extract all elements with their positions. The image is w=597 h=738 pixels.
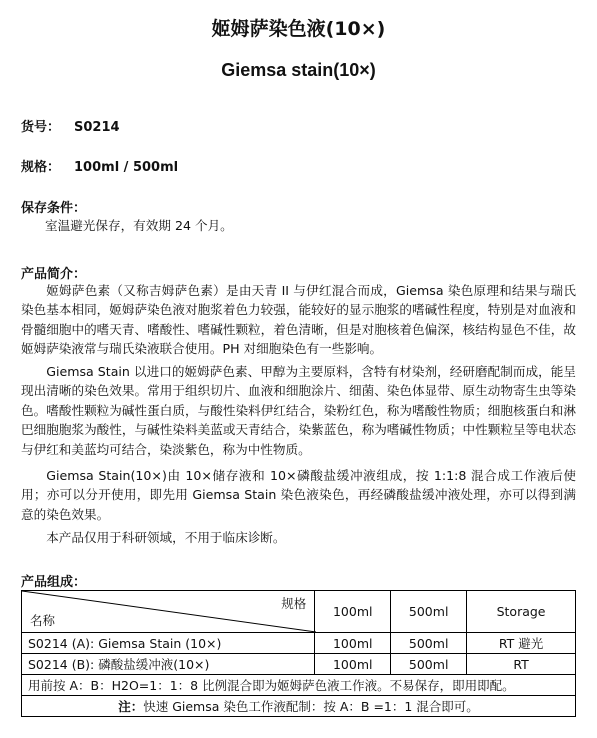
intro-paragraph-4: 本产品仅用于科研领域，不用于临床诊断。 [46,530,286,545]
note-label: 注： [118,699,144,714]
header-col-100ml: 100ml [315,591,391,633]
usage-text: 用前按 A：B：H2O=1：1：8 比例混合即为姬姆萨色液工作液。不易保存，即用即配。 [22,675,576,696]
intro-paragraph-2: Giemsa Stain 以进口的姬姆萨色素、甲醇为主要原料，含特有材染剂，经研磨配制而成，能呈现出清晰的染色效果。常用于组织切片、血液和细胞涂片、细菌、染色体显带、原生动物寄生虫等染色。嗜酸性颗粒为碱性蛋白质，与酸性染料伊红结合，染粉红色，称为嗜酸性物质；细胞核蛋白和淋巴细胞胞浆为酸性，与碱性染料美蓝或天青结合，染紫蓝色，称为嗜碱性物质；中性颗粒呈等电状态与伊红和美蓝均可结合，染淡紫色，称为中性物质。 [21,364,576,457]
table-row [22,633,576,654]
header-col-storage: Storage [467,591,576,633]
title-chinese: 姬姆萨染色液(10×) [211,18,386,40]
row-100ml: 100ml [315,633,391,654]
catalog-value: S0214 [74,120,120,135]
size-value: 100ml / 500ml [74,160,179,175]
header-spec-label: 规格 [281,596,307,611]
composition-heading: 产品组成： [21,575,87,590]
intro-heading: 产品简介： [21,267,87,282]
note-cell [22,696,576,717]
note-row [22,696,576,717]
title-english: Giemsa stain(10×) [221,60,376,80]
row-500ml: 500ml [391,633,467,654]
storage-heading: 保存条件： [21,201,87,216]
diagonal-line [22,591,316,632]
catalog-number [21,116,120,135]
row-100ml: 100ml [315,654,391,675]
size-label: 规格： [21,160,61,175]
table-row [22,654,576,675]
diagonal-header-cell [22,591,315,633]
size-field [21,156,178,175]
composition-table [21,590,576,717]
usage-row [22,675,576,696]
header-col-500ml: 500ml [391,591,467,633]
intro-paragraph-1: 姬姆萨色素（又称吉姆萨色素）是由天青 II 与伊红混合而成，Giemsa 染色原理和结果与瑞氏染色基本相同，姬姆萨染色液对胞浆着色力较强，能较好的显示胞浆的嗜碱性程度，特别是对血液和骨髓细胞中的嗜天青、嗜酸性、嗜碱性颗粒，着色清晰，但是对胞核着色偏深，核结构显色不佳，故姬姆萨染液常与瑞氏染液联合使用。PH 对细胞染色有一些影响。 [21,283,576,357]
row-500ml: 500ml [391,654,467,675]
storage-text: 室温避光保存，有效期 24 个月。 [45,218,233,233]
row-storage: RT 避光 [467,633,576,654]
note-text: 快速 Giemsa 染色工作液配制：按 A：B =1：1 混合即可。 [143,699,479,714]
row-storage: RT [467,654,576,675]
row-name: S0214 (A): Giemsa Stain (10×) [22,633,315,654]
intro-paragraph-3: Giemsa Stain(10×)由 10×储存液和 10×磷酸盐缓冲液组成，按 1:1:8 混合成工作液后使用；亦可以分开使用，即先用 Giemsa Stain 染色液染色，再经磷酸盐缓冲液处理，亦可以得到满意的染色效果。 [21,468,576,522]
row-name: S0214 (B): 磷酸盐缓冲液(10×) [22,654,315,675]
catalog-label: 货号： [21,120,61,135]
table-header-row [22,591,576,633]
header-name-label: 名称 [30,613,56,628]
